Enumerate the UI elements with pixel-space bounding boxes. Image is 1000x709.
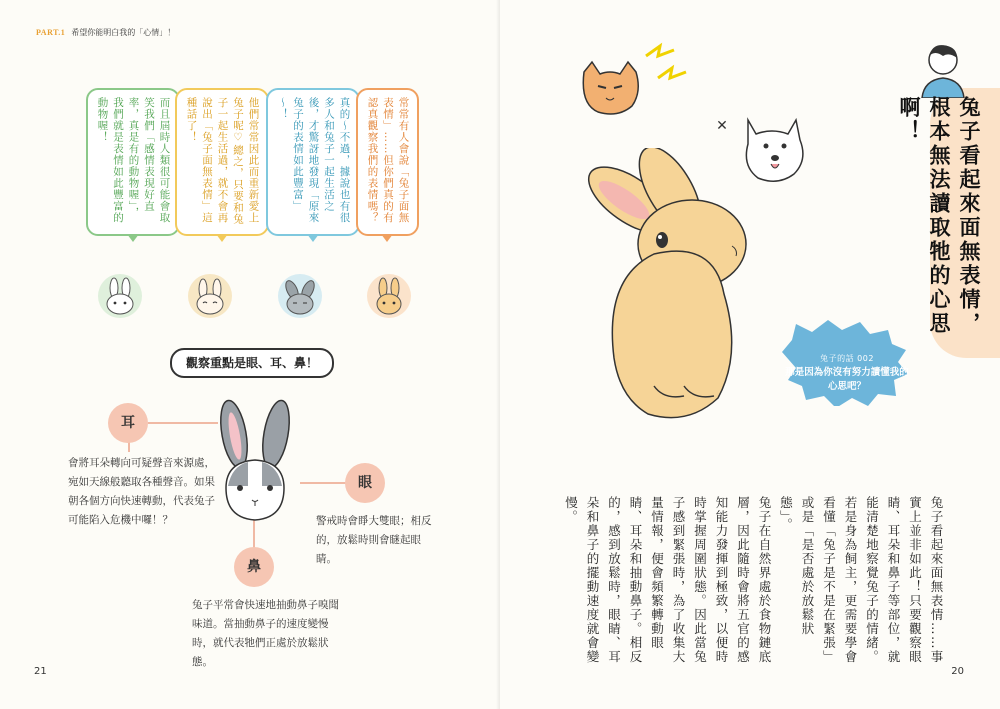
rabbit-face-cream-icon	[188, 274, 232, 318]
page-number-right: 20	[951, 666, 964, 677]
speech-label: 兔子的話 002	[820, 354, 874, 363]
cat-illustration	[576, 58, 644, 120]
page-headline: 兔子看起來面無表情，根本無法讀取牠的心思啊！	[897, 96, 981, 336]
part-label: PART.1	[36, 28, 66, 37]
rabbit-illustration	[584, 148, 754, 420]
person-avatar-icon	[918, 38, 968, 98]
body-paragraph: 兔子在自然界處於食物鏈底層，因此隨時會將五官的感知能力發揮到極致，以便時時掌握周圍狀態。因此當兔子感到緊張時，為了收集大量情報，便會頻繁轉動眼睛、耳朵和抽動鼻子。相反的，感到放鬆時，眼睛、耳朵和鼻子的擺動速度就會變慢。	[563, 496, 772, 664]
body-paragraph: 兔子看起來面無表情……事實上並非如此！只要觀察眼睛、耳朵和鼻子等部位，就能清楚地察覺兔子的情緒。若是身為飼主，更需要學會看懂「兔子是不是在緊張」或是「是否處於放鬆狀態」。	[778, 496, 944, 664]
ear-tag: 耳	[108, 403, 148, 443]
eye-connector	[300, 482, 346, 484]
ear-connector-h	[148, 422, 218, 424]
lightning-icon	[640, 38, 692, 90]
running-header	[36, 27, 175, 38]
speech-bubble-blue: 真的～不過，據說也有很多人和兔子一起生活之後，才驚訝地發現「原來兔子的表情如此豐富」～！	[266, 88, 360, 236]
chapter-title: 希望你能明白我的「心情」！	[71, 28, 176, 37]
rabbit-face-grey-icon	[278, 274, 322, 318]
eye-tag: 眼	[345, 463, 385, 503]
page-number-left: 21	[34, 666, 47, 677]
observation-banner: 觀察重點是眼、耳、鼻！	[170, 348, 334, 378]
ear-note: 會將耳朵轉向可疑聲音來源處，宛如天線般聽取各種聲音。如果朝各個方向快速轉動，代表兔子可能陷入危機中囉！？	[68, 457, 215, 526]
right-page	[500, 0, 1000, 709]
speech-bubble-orange: 常常有人會說「兔子面無表情」……但你們真的有認真觀察我們的表情嗎？	[356, 88, 419, 236]
nose-note: 兔子平常會快速地抽動鼻子嗅聞味道。當抽動鼻子的速度變慢時，就代表牠們正處於放鬆狀態。	[192, 599, 339, 668]
eye-note: 警戒時會睜大雙眼；相反的，放鬆時則會瞇起眼睛。	[316, 515, 432, 565]
nose-tag: 鼻	[234, 547, 274, 587]
speech-bubble-green: 而且屆時人類很可能會取笑我們「感情表現好直率，真是有的動物喔」，我們就是表情如此豐富的動物喔！	[86, 88, 180, 236]
rabbit-face-orange-icon	[367, 274, 411, 318]
speech-burst-text	[782, 352, 912, 394]
rabbit-face-white-icon	[98, 274, 142, 318]
rabbit-head-illustration	[210, 396, 300, 524]
body-text	[560, 496, 947, 671]
speech-bubble-yellow: 他們常常因此而重新愛上兔子呢♡總之，只要和兔子一起生活過，就不會再說出「兔子面無表情」這種話了！	[175, 88, 269, 236]
annoyed-mark-icon: ✕	[714, 118, 730, 134]
speech-text: 那是因為你沒有努力讀懂我的心思吧？	[785, 367, 909, 392]
